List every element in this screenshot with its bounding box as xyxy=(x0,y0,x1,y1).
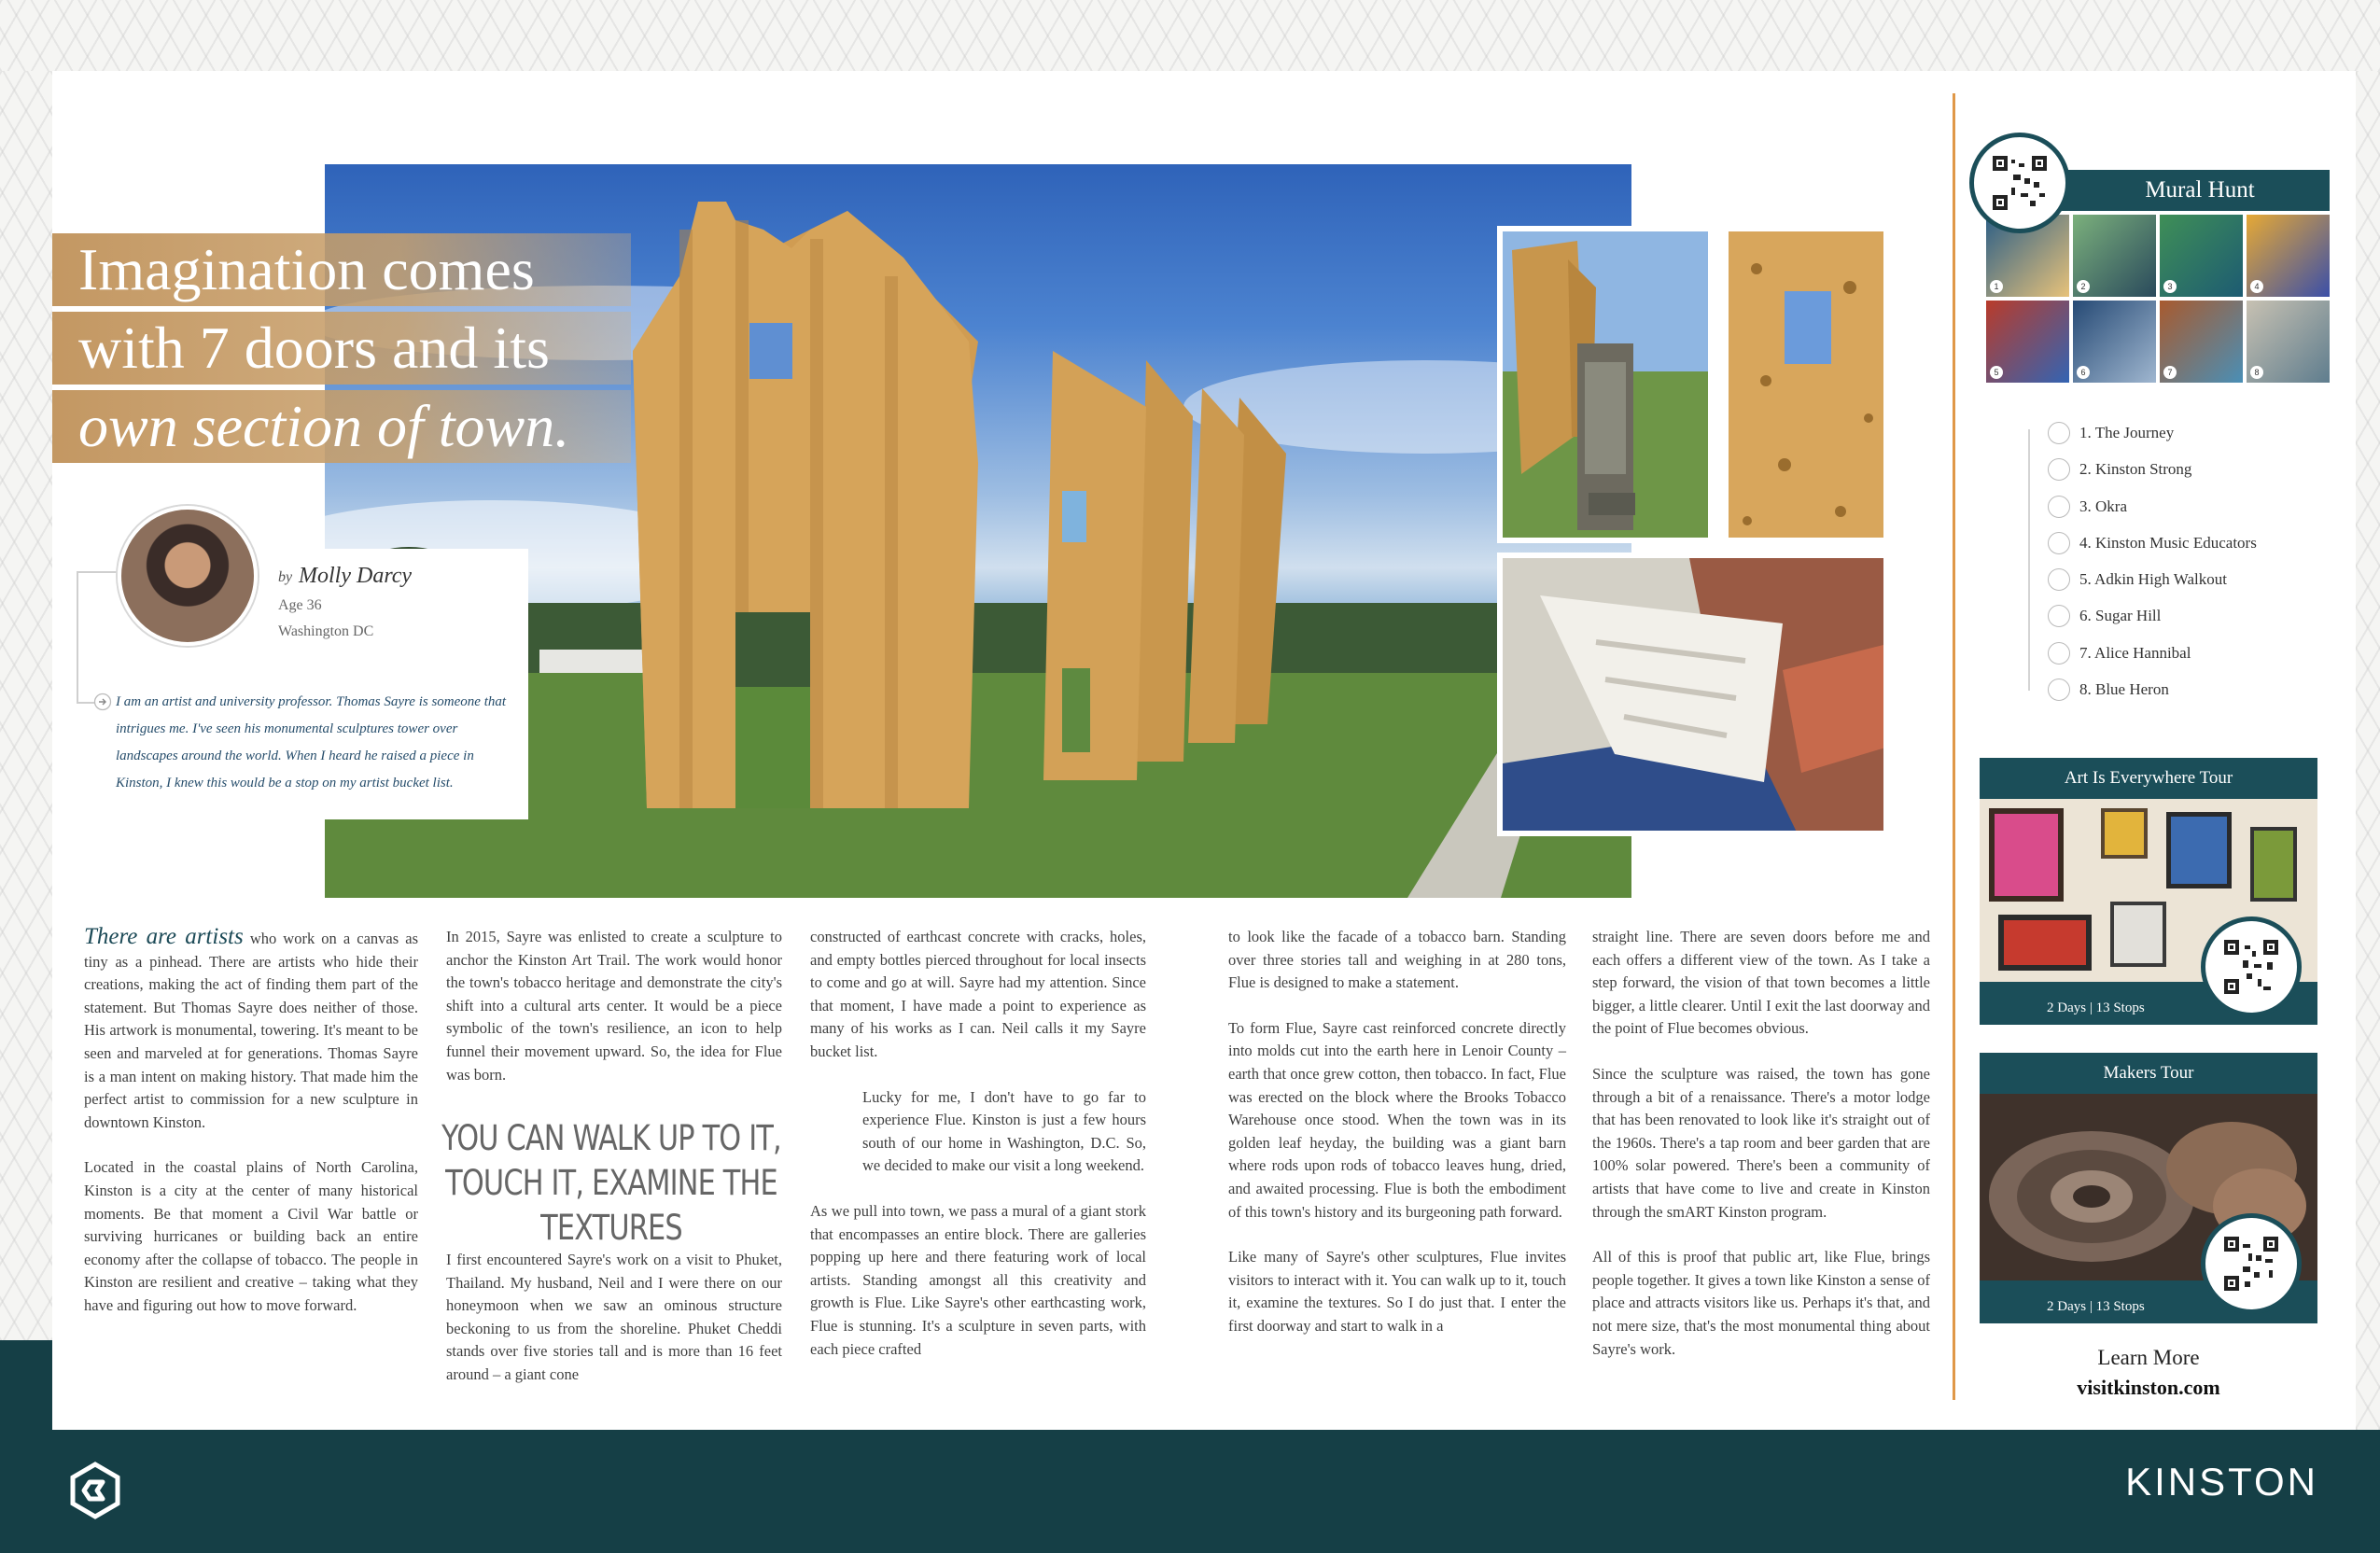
mural-thumbnail[interactable]: 2 xyxy=(2073,215,2156,297)
decorative-pattern-left xyxy=(0,71,52,1340)
decorative-pattern-right xyxy=(2356,71,2380,1430)
article-paragraph: Since the sculpture was raised, the town has gone through a bit of a renaissance. There's a motor lodge that has been renovated to look like it's straight out of the 1960s. There's a tap room and beer garden that are 100% solar powered. There's been a community of artists that have come to live and create in Kinston through the smART Kinston program. xyxy=(1592,1064,1930,1221)
mural-list-item[interactable]: 5. Adkin High Walkout xyxy=(2031,568,2330,605)
chevron-right-icon xyxy=(2048,458,2070,481)
author-quote: I am an artist and university professor. Thomas Sayre is someone that intrigues me. I've seen his monumental sculptures tower over landscapes around the world. When I heard he raised a piece in Kinston, I knew this would be a stop on my artist bucket list. xyxy=(116,694,507,790)
chevron-right-icon xyxy=(2048,568,2070,591)
headline xyxy=(52,233,631,469)
qr-code-art-tour[interactable] xyxy=(2201,916,2302,1017)
chevron-right-icon xyxy=(2048,642,2070,665)
mural-thumbnail[interactable]: 6 xyxy=(2073,301,2156,383)
article-paragraph: straight line. There are seven doors before me and each offers a different view of the town. As I take a step forward, the vision of that town becomes a little bigger, a little clearer. Until I exit the last doorway and the point of Flue becomes obvious. xyxy=(1592,928,1930,1038)
mural-list-item[interactable]: 4. Kinston Music Educators xyxy=(2031,532,2330,568)
headline-line-1: Imagination comes xyxy=(52,233,631,306)
connector-line xyxy=(77,571,118,573)
mural-thumbnail-grid xyxy=(1986,215,2330,385)
footer-bar xyxy=(0,1430,2380,1553)
qr-code-icon xyxy=(2224,940,2278,994)
author-name: Molly Darcy xyxy=(299,564,413,588)
mural-thumbnail[interactable]: 1 xyxy=(1986,215,2069,297)
kinston-logo-icon xyxy=(69,1462,121,1519)
article-paragraph: Like many of Sayre's other sculptures, Flue invites visitors to interact with it. You can walk up to it, touch it, examine the textures. So I do just that. I enter the first doorway and start to walk in a xyxy=(1228,1248,1566,1335)
author-age: Age 36 xyxy=(278,597,322,613)
headline-line-3: own section of town. xyxy=(52,390,631,463)
tour-title: Makers Tour xyxy=(2103,1063,2194,1083)
author-by-label: by xyxy=(278,569,293,585)
headline-line-2: with 7 doors and its xyxy=(52,312,631,385)
article-paragraph: I first encountered Sayre's work on a visit to Phuket, Thailand. My husband, Neil and I were there on our honeymoon when we saw an ominous structure beckoning to us from the shoreline. Phuket Cheddi stands over five stories tall and is more than 16 feet around – a giant cone xyxy=(446,1251,782,1383)
mural-list-item[interactable]: 7. Alice Hannibal xyxy=(2031,642,2330,679)
decorative-pattern-top xyxy=(0,0,2380,71)
tour-title: Art Is Everywhere Tour xyxy=(2064,768,2233,788)
author-card xyxy=(77,549,528,819)
article-paragraph: As we pull into town, we pass a mural of a giant stork that encompasses an entire block. There are galleries popping up here and there featuring work of local artists. Standing amongst all this creativity and growth is Flue. Like Sayre's other earthcasting work, Flue is stunning. It's a sculpture in seven parts, with each piece crafted xyxy=(810,1201,1146,1358)
mural-hunt-title: Mural Hunt xyxy=(1986,170,2330,211)
footer-brand: KINSTON xyxy=(2125,1460,2318,1504)
chevron-right-icon xyxy=(2048,532,2070,554)
article-paragraph: In 2015, Sayre was enlisted to create a sculpture to anchor the Kinston Art Trail. The work would honor the town's tobacco heritage and demonstrate the city's shift into a cultural arts center. It would be a piece symbolic of the town's resilience, an icon to help funnel their movement upward. So, the idea for Flue was born. xyxy=(446,928,782,1084)
article-column-3 xyxy=(810,926,1146,1383)
mural-thumbnail[interactable]: 5 xyxy=(1986,301,2069,383)
connector-line xyxy=(77,571,78,702)
article-paragraph: To form Flue, Sayre cast reinforced concrete directly into molds cut into the earth here in Lenoir County – earth that once grew cotton, then tobacco. In fact, Flue was erected on the block where the Brooks Tobacco Warehouse once stood. When the town was in its golden leaf heyday, the building was a giant barn where rods upon rods of tobacco leaves hung, dried, and awaited processing. Flue is both the embodiment of this town's history and its burgeoning path forward. xyxy=(1228,1018,1566,1221)
mural-thumbnail[interactable]: 4 xyxy=(2247,215,2330,297)
article-paragraph: who work on a canvas as tiny as a pinhead. There are artists who hide their creations, making the act of finding them part of the statement. But Thomas Sayre does neither of those. His artwork is monumental, towering. It's meant to be seen and marveled at for generations. Thomas Sayre is a man intent on making history. That made him the perfect artist to commission for a new sculpture in downtown Kinston. xyxy=(84,930,418,1131)
tour-meta: 2 Days | 13 Stops xyxy=(2047,1000,2145,1015)
qr-code-icon xyxy=(2224,1237,2278,1291)
article-column-1 xyxy=(84,926,418,1340)
arrow-right-icon xyxy=(93,693,112,711)
qr-code-makers-tour[interactable] xyxy=(2201,1213,2302,1314)
article-column-2b xyxy=(446,1249,782,1409)
article-paragraph: constructed of earthcast concrete with cracks, holes, and empty bottles pierced throughout for local insects to come and go at will. Sayre had my attention. Since that moment, I have made a point to experience as many of his works as I can. Neil calls it my Sayre bucket list. xyxy=(810,928,1146,1060)
chevron-right-icon xyxy=(2048,679,2070,701)
article-column-4 xyxy=(1228,926,1566,1361)
mural-list-item[interactable]: 3. Okra xyxy=(2031,496,2330,532)
chevron-right-icon xyxy=(2048,496,2070,518)
author-city: Washington DC xyxy=(278,623,374,639)
mural-list-item[interactable]: 1. The Journey xyxy=(2031,422,2330,458)
chevron-right-icon xyxy=(2048,422,2070,444)
chevron-right-icon xyxy=(2048,605,2070,627)
qr-code-mural-hunt[interactable] xyxy=(1969,133,2070,233)
mural-list-line xyxy=(2028,429,2030,691)
article-paragraph: Lucky for me, I don't have to go far to experience Flue. Kinston is just a few hours south of our home in Washington, D.C. So, we decided to make our visit a long weekend. xyxy=(862,1087,1146,1175)
qr-code-icon xyxy=(1993,156,2047,210)
mural-list-item[interactable]: 2. Kinston Strong xyxy=(2031,458,2330,495)
photo-stork-mural xyxy=(1497,553,1889,836)
photo-concrete-texture xyxy=(1723,226,1889,543)
article-paragraph: Located in the coastal plains of North Carolina, Kinston is a city at the center of many historical moments. Be that moment a Civil War battle or surviving hurricanes or building back an entire economy after the collapse of tobacco. The people in Kinston are resilient and creative – taking what they have and figuring out how to move forward. xyxy=(84,1158,418,1314)
article-column-5 xyxy=(1592,926,1930,1383)
sidebar-divider xyxy=(1953,93,1955,1400)
mural-list xyxy=(2031,422,2330,715)
mural-thumbnail[interactable]: 8 xyxy=(2247,301,2330,383)
article-lead-words: There are artists xyxy=(84,924,244,949)
teal-corner-block xyxy=(0,1340,52,1430)
mural-thumbnail[interactable]: 7 xyxy=(2160,301,2243,383)
mural-thumbnail[interactable]: 3 xyxy=(2160,215,2243,297)
tour-meta: 2 Days | 13 Stops xyxy=(2047,1299,2145,1314)
mural-list-item[interactable]: 6. Sugar Hill xyxy=(2031,605,2330,641)
article-paragraph: to look like the facade of a tobacco barn. Standing over three stories tall and weighing in at 280 tons, Flue is designed to make a statement. xyxy=(1228,928,1566,992)
article-paragraph: All of this is proof that public art, like Flue, brings people together. It gives a town like Kinston a sense of place and attracts visitors like us. Perhaps it's that, and not mere size, that's the most monumental thing about Sayre's work. xyxy=(1592,1248,1930,1358)
pull-quote: YOU CAN WALK UP TO IT, TOUCH IT, EXAMINE THE TEXTURES xyxy=(441,1118,781,1248)
author-avatar xyxy=(118,506,258,646)
website-link[interactable]: visitkinston.com xyxy=(2077,1376,2220,1399)
article-column-2 xyxy=(446,926,782,1109)
mural-list-item[interactable]: 8. Blue Heron xyxy=(2031,679,2330,715)
learn-more-label: Learn More xyxy=(2097,1346,2200,1369)
photo-flue-doorway xyxy=(1497,226,1714,543)
